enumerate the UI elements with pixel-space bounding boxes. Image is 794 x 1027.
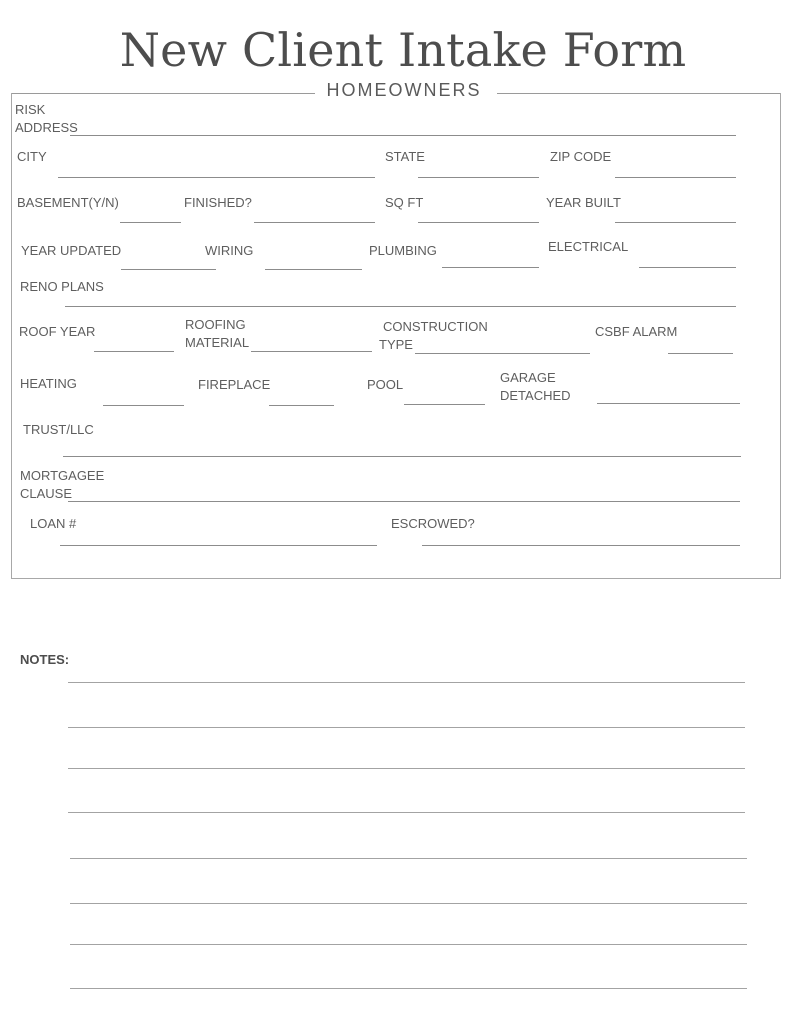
notes-line[interactable] — [68, 682, 745, 683]
plumbing-field[interactable] — [442, 267, 539, 268]
risk-address-label-line2: ADDRESS — [15, 120, 78, 135]
csbf-alarm-field[interactable] — [668, 353, 733, 354]
mortgagee-clause-field[interactable] — [68, 501, 740, 502]
state-field[interactable] — [418, 177, 539, 178]
sq-ft-field[interactable] — [418, 222, 539, 223]
loan-number-label: LOAN # — [30, 516, 77, 531]
zip-code-field[interactable] — [615, 177, 736, 178]
notes-label: NOTES: — [20, 652, 70, 667]
roofing-material-field[interactable] — [251, 351, 372, 352]
loan-number-field[interactable] — [60, 545, 377, 546]
mortgagee-clause-label-line1: MORTGAGEE — [20, 468, 105, 483]
city-label: CITY — [17, 149, 47, 164]
roof-year-label: ROOF YEAR — [19, 324, 96, 339]
sq-ft-label: SQ FT — [385, 195, 424, 210]
notes-line[interactable] — [70, 988, 747, 989]
construction-type-field[interactable] — [415, 353, 590, 354]
notes-line[interactable] — [70, 903, 747, 904]
finished-field[interactable] — [254, 222, 375, 223]
notes-line[interactable] — [68, 812, 745, 813]
heating-label: HEATING — [20, 376, 77, 391]
roofing-material-label-line2: MATERIAL — [185, 335, 250, 350]
construction-type-label-line1: CONSTRUCTION — [383, 319, 488, 334]
garage-detached-label-line2: DETACHED — [500, 388, 571, 403]
zip-code-label: ZIP CODE — [550, 149, 612, 164]
reno-plans-label: RENO PLANS — [20, 279, 104, 294]
heating-field[interactable] — [103, 405, 184, 406]
electrical-label: ELECTRICAL — [548, 239, 629, 254]
notes-line[interactable] — [68, 768, 745, 769]
construction-type-label-line2: TYPE — [379, 337, 413, 352]
trust-llc-label: TRUST/LLC — [23, 422, 94, 437]
year-built-field[interactable] — [615, 222, 736, 223]
trust-llc-field[interactable] — [63, 456, 741, 457]
basement-field[interactable] — [120, 222, 181, 223]
fireplace-label: FIREPLACE — [198, 377, 271, 392]
escrowed-label: ESCROWED? — [391, 516, 475, 531]
risk-address-field[interactable] — [70, 135, 736, 136]
reno-plans-field[interactable] — [65, 306, 736, 307]
risk-address-label-line1: RISK — [15, 102, 46, 117]
garage-detached-field[interactable] — [597, 403, 740, 404]
notes-line[interactable] — [68, 727, 745, 728]
csbf-alarm-label: CSBF ALARM — [595, 324, 678, 339]
year-updated-label: YEAR UPDATED — [21, 243, 122, 258]
pool-label: POOL — [367, 377, 404, 392]
notes-line[interactable] — [70, 944, 747, 945]
city-field[interactable] — [58, 177, 375, 178]
roofing-material-label-line1: ROOFING — [185, 317, 246, 332]
form-title: New Client Intake Form — [119, 23, 687, 77]
mortgagee-clause-label-line2: CLAUSE — [20, 486, 73, 501]
basement-label: BASEMENT(Y/N) — [17, 195, 119, 210]
garage-detached-label-line1: GARAGE — [500, 370, 556, 385]
form-subtitle: HOMEOWNERS — [326, 80, 482, 100]
year-updated-field[interactable] — [121, 269, 216, 270]
notes-line[interactable] — [70, 858, 747, 859]
roof-year-field[interactable] — [94, 351, 174, 352]
year-built-label: YEAR BUILT — [546, 195, 621, 210]
finished-label: FINISHED? — [184, 195, 252, 210]
wiring-label: WIRING — [205, 243, 254, 258]
wiring-field[interactable] — [265, 269, 362, 270]
fireplace-field[interactable] — [269, 405, 334, 406]
electrical-field[interactable] — [639, 267, 736, 268]
pool-field[interactable] — [404, 404, 485, 405]
state-label: STATE — [385, 149, 425, 164]
plumbing-label: PLUMBING — [369, 243, 437, 258]
escrowed-field[interactable] — [422, 545, 740, 546]
